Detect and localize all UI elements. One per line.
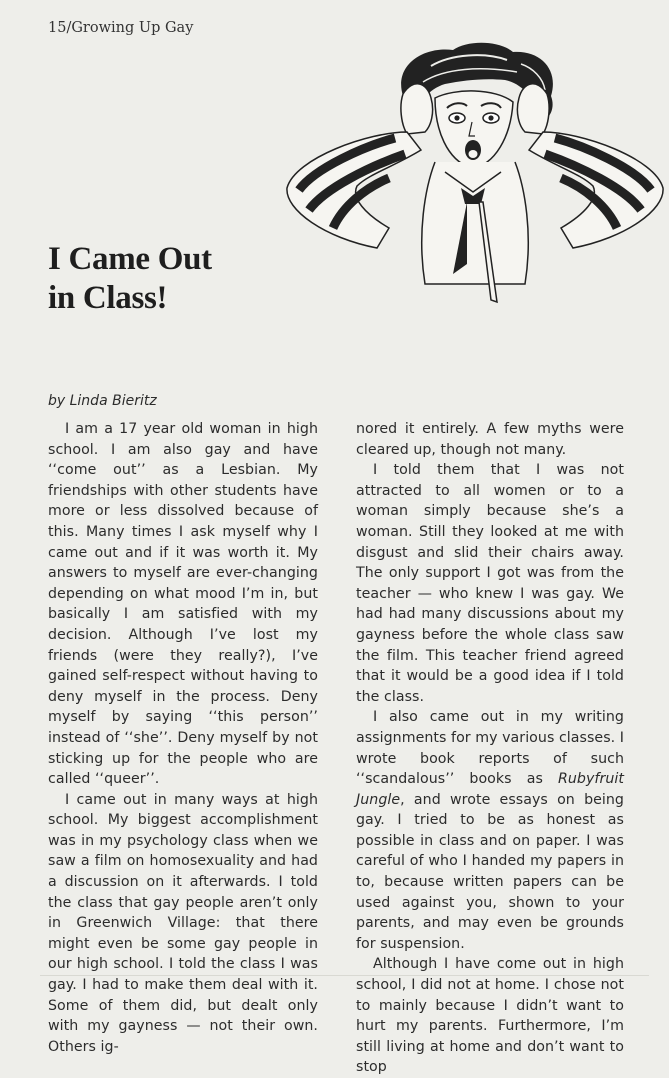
byline: by Linda Bieritz bbox=[48, 393, 157, 409]
paragraph-3: I told them that I was not attracted to all women or to a woman simply because she’s a woman. Still they looked at me with disgust and slid their chairs away. The only support I got was from the teacher — who knew I was gay. We had had many discussions about my gayness before the whole class saw the film. This teacher friend agreed that it would be a good idea if I told the class. bbox=[356, 462, 624, 705]
left-column bbox=[48, 419, 318, 1057]
right-column bbox=[356, 419, 624, 1078]
body-and-bow bbox=[422, 162, 529, 302]
bottom-rule bbox=[40, 975, 649, 976]
article-title bbox=[48, 240, 212, 318]
paragraph-4-text-end: , and wrote essays on being gay. I tried to be as honest as possible in class and on paper. I was careful of who I handed my papers in to, because written papers can be used against you, shown to your parents, and may even be grounds for suspension. bbox=[356, 791, 624, 952]
paragraph-4-text-start: I also came out in my writing assignments for my various classes. I wrote book reports of such ‘‘scandalous’’ books as bbox=[356, 709, 624, 788]
paragraph-continuation: nored it entirely. A few myths were cleared up, though not many. bbox=[356, 421, 624, 458]
paragraph-1: I am a 17 year old woman in high school. I am also gay and have ‘‘come out’’ as a Lesbian. My friendships with other students have more or less dissolved because of this. Many times I ask myself why I came out and if it was worth it. My answers to myself are ever-changing depending on what mood I’m in, but basically I am satisfied with my decision. Although I’ve lost my friends (were they really?), I’ve gained self-respect without having to deny myself in the process. Deny myself by saying ‘‘this person’’ instead of ‘‘she’’. Deny myself by not sticking up for the people who are called ‘‘queer’’. bbox=[48, 421, 318, 788]
book-title: Rubyfruit Jungle bbox=[356, 771, 624, 808]
paragraph-4 bbox=[356, 707, 624, 954]
article-title-line-1: I Came Out bbox=[48, 241, 212, 277]
face bbox=[435, 91, 513, 168]
article-title-line-2: in Class! bbox=[48, 280, 168, 316]
running-head: 15/Growing Up Gay bbox=[48, 20, 194, 36]
paragraph-2: I came out in many ways at high school. My biggest accomplishment was in my psychology class when we saw a film on homosexuality and had a discussion on it afterwards. I told the class that gay people aren’t only in Greenwich Village: that there might even be some gay people in our high school. I told the class I was gay. I had to make them deal with it. Some of them did, but dealt only with my gayness — not their own. Others ig- bbox=[48, 791, 318, 1055]
paragraph-5: Although I have come out in high school, I did not at home. I chose not to mainly because I didn’t want to hurt my parents. Furthermore, I’m still living at home and don’t want to stop bbox=[356, 956, 624, 1076]
shocked-woman-illustration bbox=[285, 38, 665, 310]
